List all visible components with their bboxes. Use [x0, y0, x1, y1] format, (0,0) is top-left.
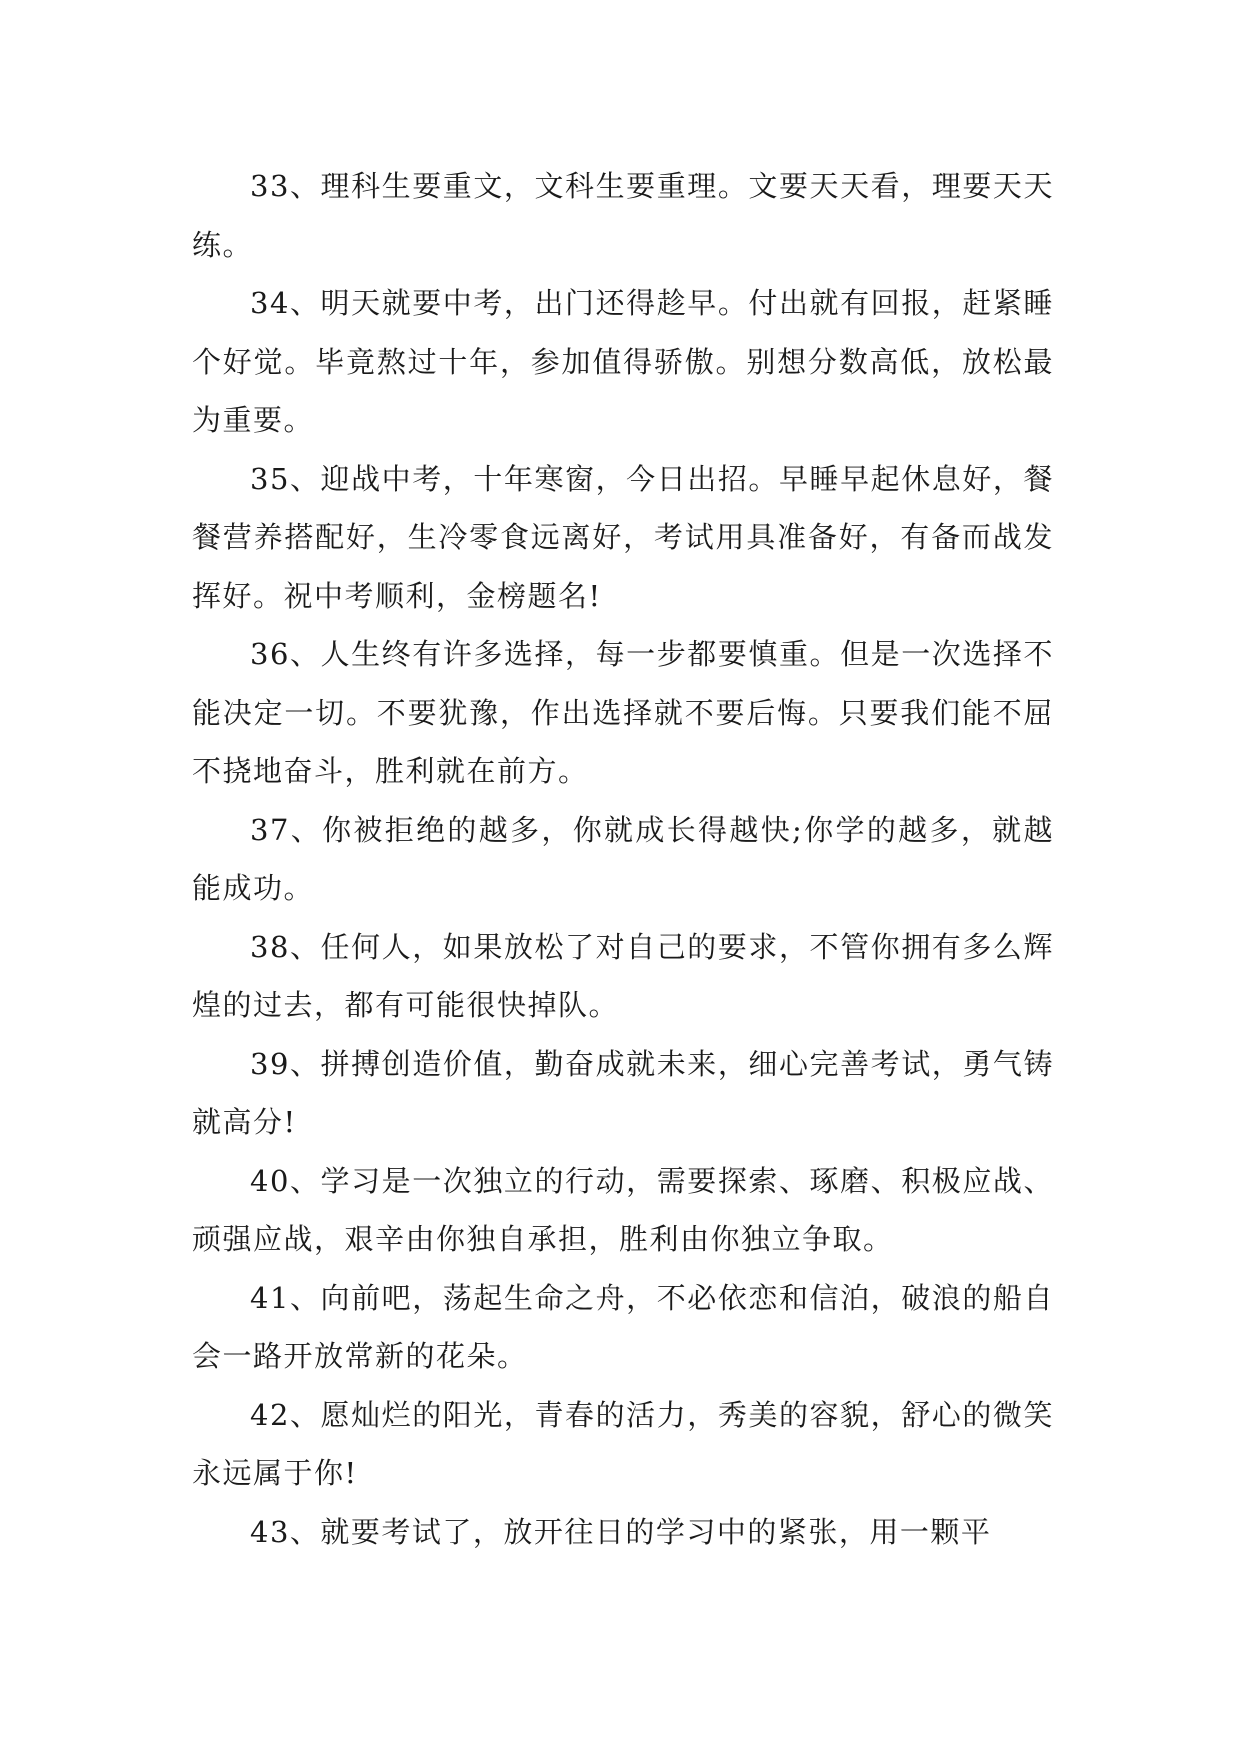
paragraph-41: 41、向前吧，荡起生命之舟，不必依恋和信泊，破浪的船自会一路开放常新的花朵。	[192, 1280, 1054, 1373]
paragraph-40: 40、学习是一次独立的行动，需要探索、琢磨、积极应战、顽强应战，艰辛由你独自承担，胜利由你独立争取。	[192, 1163, 1054, 1256]
paragraph-37: 37、你被拒绝的越多，你就成长得越快;你学的越多，就越能成功。	[192, 812, 1054, 905]
document-body	[192, 157, 1054, 1561]
paragraph-35: 35、迎战中考，十年寒窗，今日出招。早睡早起休息好，餐餐营养搭配好，生冷零食远离好，考试用具准备好，有备而战发挥好。祝中考顺利，金榜题名!	[192, 461, 1054, 613]
paragraph-33: 33、理科生要重文，文科生要重理。文要天天看，理要天天练。	[192, 169, 1054, 262]
paragraph-38: 38、任何人，如果放松了对自己的要求，不管你拥有多么辉煌的过去，都有可能很快掉队。	[192, 929, 1054, 1022]
paragraph-36: 36、人生终有许多选择，每一步都要慎重。但是一次选择不能决定一切。不要犹豫，作出选择就不要后悔。只要我们能不屈不挠地奋斗，胜利就在前方。	[192, 637, 1054, 788]
paragraph-42: 42、愿灿烂的阳光，青春的活力，秀美的容貌，舒心的微笑永远属于你!	[192, 1397, 1054, 1490]
paragraph-39: 39、拼搏创造价值，勤奋成就未来，细心完善考试，勇气铸就高分!	[192, 1046, 1054, 1139]
paragraph-43: 43、就要考试了，放开往日的学习中的紧张，用一颗平	[250, 1514, 992, 1549]
paragraph-34: 34、明天就要中考，出门还得趁早。付出就有回报，赶紧睡个好觉。毕竟熬过十年，参加值得骄傲。别想分数高低，放松最为重要。	[192, 286, 1054, 437]
